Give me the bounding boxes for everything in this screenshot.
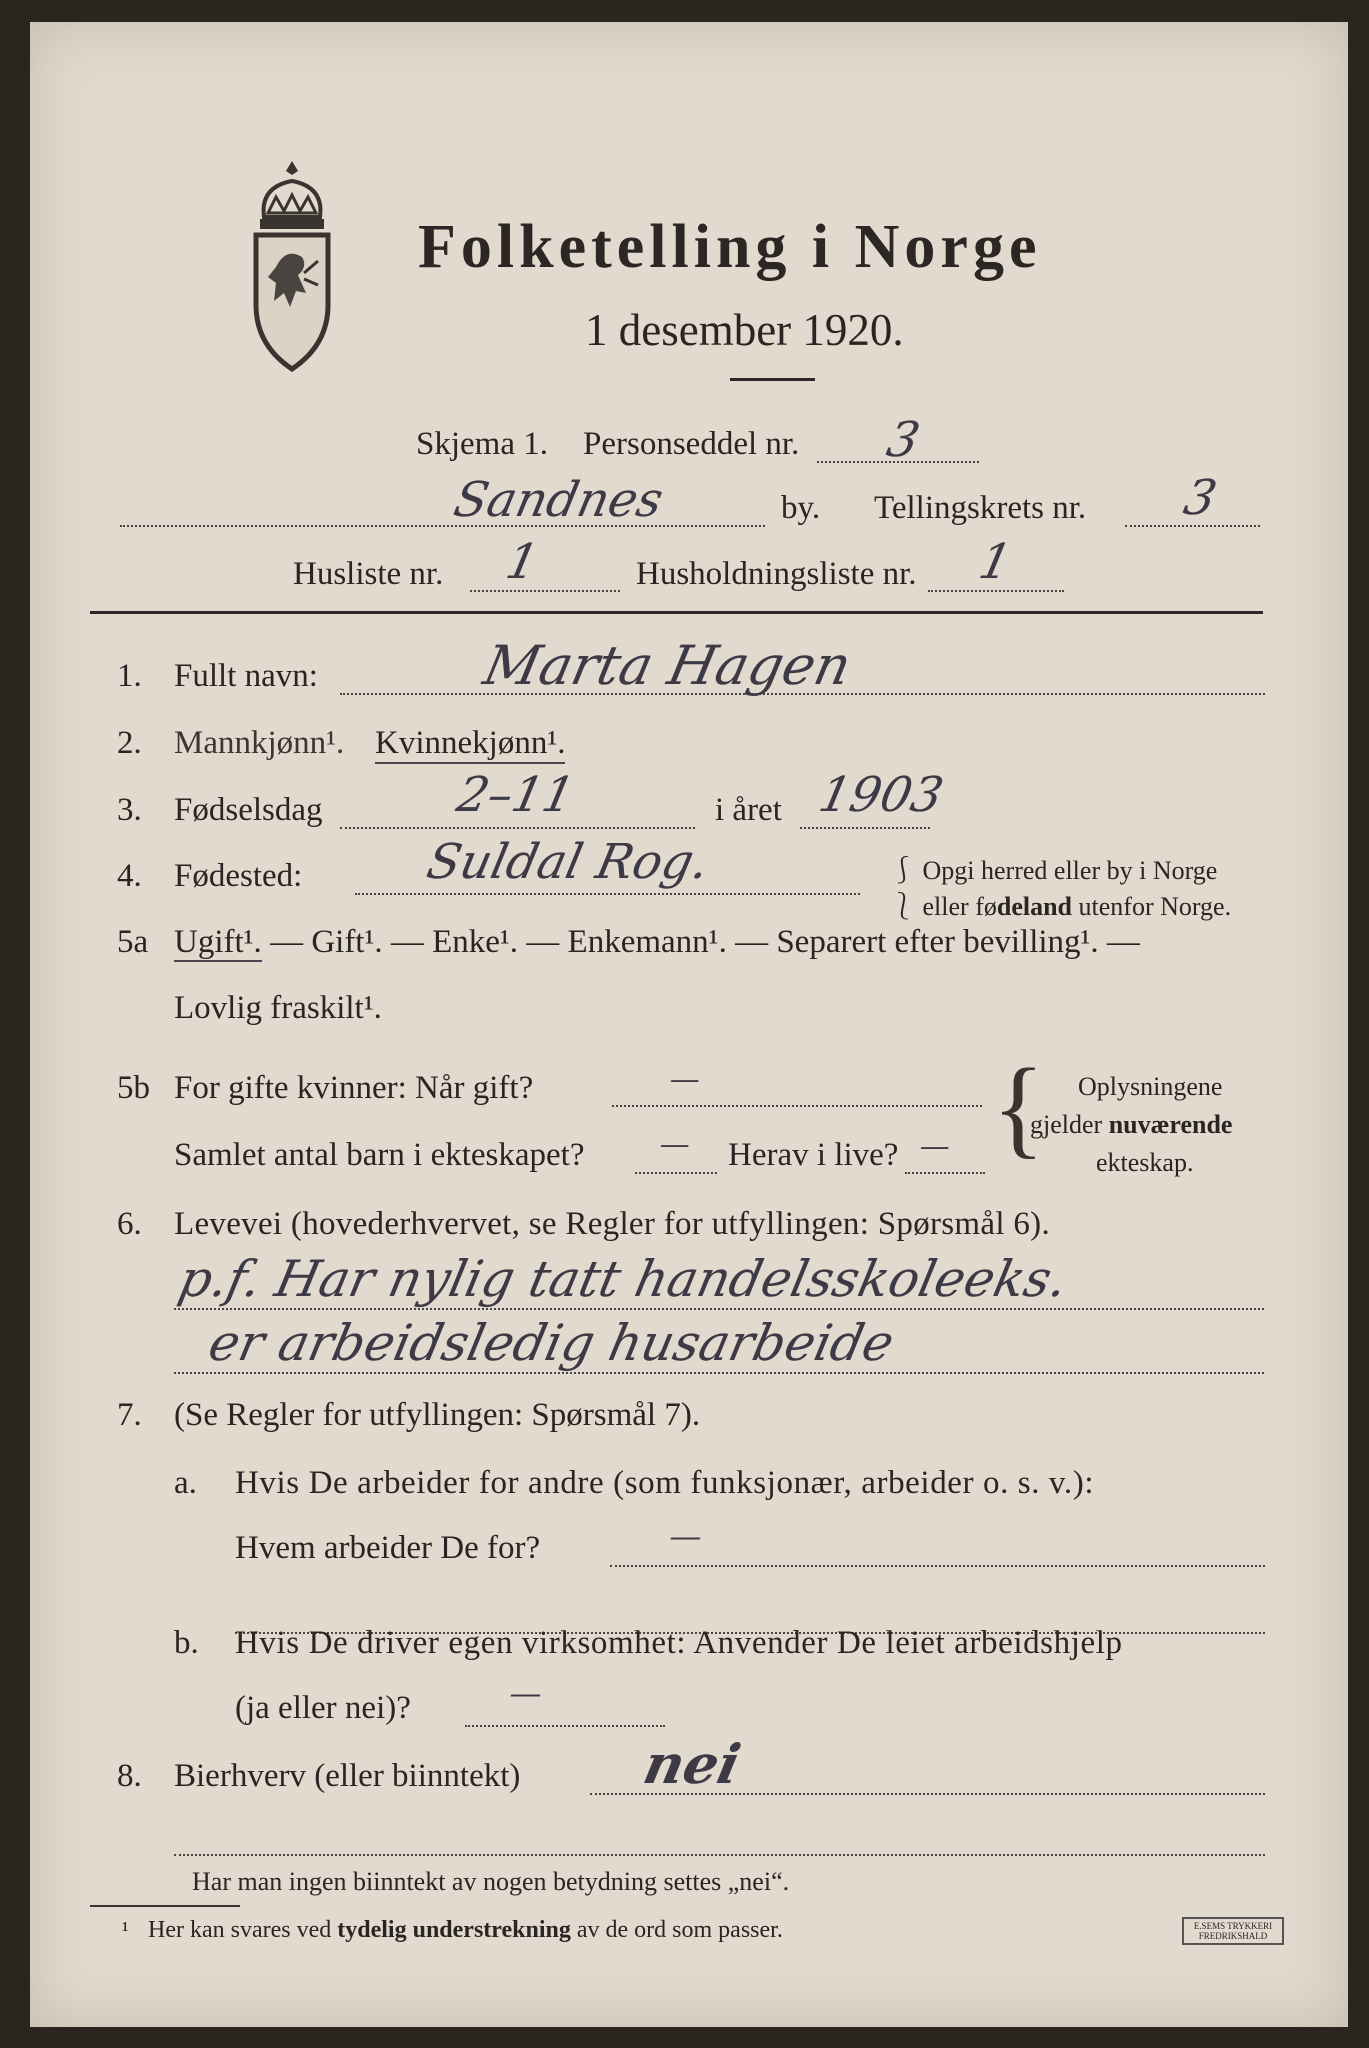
footnote-rule <box>90 1905 240 1907</box>
q5a-options <box>174 924 1140 961</box>
q5a-rest: — Gift¹. — Enke¹. — Enkemann¹. — Separert efter bevilling¹. — <box>261 924 1140 960</box>
q5b-value3: — <box>916 1129 954 1164</box>
skjema-label: Skjema 1. <box>416 426 548 462</box>
printer-stamp: E.SEMS TRYKKERI FREDRIKSHALD <box>1182 1917 1284 1945</box>
husliste-line <box>470 590 620 592</box>
q7a-letter: a. <box>174 1465 197 1501</box>
q5a-line2: Lovlig fraskilt¹. <box>174 990 382 1026</box>
q5b-note2 <box>1030 1110 1232 1140</box>
title-divider <box>730 378 815 381</box>
q8-number: 8. <box>117 1758 142 1794</box>
city-value: Sandnes <box>449 472 669 528</box>
form-title: Folketelling i Norge <box>418 213 1042 281</box>
q5b-line1 <box>612 1105 982 1107</box>
husliste-label: Husliste nr. <box>293 556 444 592</box>
q6-number: 6. <box>117 1206 142 1242</box>
q6-line1 <box>174 1308 1264 1310</box>
q5b-value1: — <box>666 1062 704 1097</box>
q5b-label1: For gifte kvinner: Når gift? <box>174 1070 534 1106</box>
q2-kvinne: Kvinnekjønn¹. <box>375 725 565 764</box>
census-form-page <box>30 22 1348 2027</box>
footnote-bold: tydelig understrekning <box>337 1917 571 1943</box>
q5b-note3: ekteskap. <box>1096 1148 1194 1177</box>
q8-line2 <box>174 1854 1265 1856</box>
q1-number: 1. <box>117 658 142 694</box>
q7b-question: (ja eller nei)? <box>235 1690 411 1726</box>
q2-mann: Mannkjønn¹. <box>174 725 345 761</box>
tellingskrets-label: Tellingskrets nr. <box>874 490 1087 526</box>
q4-note-line2: ⎱ eller fødeland utenfor Norge. <box>890 892 1232 921</box>
q5b-value2: — <box>656 1127 694 1162</box>
q4-note-text2b: utenfor Norge. <box>1072 892 1232 921</box>
q3-year-label: i året <box>715 792 782 828</box>
q6-line2 <box>174 1372 1264 1374</box>
q4-label: Fødested: <box>174 858 303 894</box>
q7b-text: Hvis De driver egen virksomhet: Anvender De leiet arbeidshjelp <box>235 1625 1123 1661</box>
nei-note: Har man ingen biinntekt av nogen betydning settes „nei“. <box>192 1867 790 1896</box>
q3-number: 3. <box>117 792 142 828</box>
q4-note-bold: deland <box>996 892 1073 921</box>
q4-number: 4. <box>117 858 142 894</box>
q3-year-line <box>800 827 930 829</box>
q7a-line <box>610 1565 1265 1567</box>
q1-label: Fullt navn: <box>174 658 318 694</box>
q7-number: 7. <box>117 1397 142 1433</box>
census-date: 1 desember 1920. <box>585 305 904 355</box>
q7-label: (Se Regler for utfyllingen: Spørsmål 7). <box>174 1397 701 1433</box>
husholdning-line <box>928 590 1064 592</box>
footnote-number: ¹ <box>122 1917 129 1942</box>
q7a-value: — <box>665 1517 707 1555</box>
q6-label: Levevei (hovederhvervet, se Regler for utfyllingen: Spørsmål 6). <box>174 1206 1051 1242</box>
footnote-text-b: av de ord som passer. <box>570 1917 783 1943</box>
q1-value: Marta Hagen <box>478 634 857 697</box>
q5a-ugift: Ugift¹. <box>174 924 262 960</box>
q8-label: Bierhverv (eller biinntekt) <box>174 1758 521 1794</box>
q3-label: Fødselsdag <box>174 792 323 828</box>
header-rule <box>90 611 1263 614</box>
husholdning-value: 1 <box>974 534 1017 590</box>
q5b-note1: Oplysningene <box>1078 1072 1223 1101</box>
footnote-text-a: Her kan svares ved <box>148 1917 338 1943</box>
q2-number: 2. <box>117 725 142 761</box>
by-label: by. <box>781 490 821 526</box>
husholdning-label: Husholdningsliste nr. <box>636 556 917 592</box>
q3-line <box>340 827 695 829</box>
q4-note-text1: Opgi herred eller by i Norge <box>922 856 1218 885</box>
footnote-text <box>148 1917 783 1944</box>
q5b-note2-bold: nuværende <box>1108 1110 1233 1139</box>
q4-note-text2a: eller fø <box>922 892 997 921</box>
city-line <box>120 525 765 527</box>
personseddel-value: 3 <box>882 412 925 468</box>
q8-value: nei <box>638 1732 746 1796</box>
personseddel-label: Personseddel nr. <box>583 426 800 462</box>
q5b-line2 <box>635 1172 717 1174</box>
q7a-text: Hvis De arbeider for andre (som funksjonær, arbeider o. s. v.): <box>235 1465 1095 1501</box>
q5b-label3: Herav i live? <box>728 1137 899 1173</box>
q7b-line <box>465 1725 665 1727</box>
q4-line <box>355 893 860 895</box>
q5b-number: 5b <box>117 1070 150 1106</box>
q3-year-value: 1903 <box>814 767 949 823</box>
q5b-label2: Samlet antal barn i ekteskapet? <box>174 1137 585 1173</box>
q6-value1: p.f. Har nylig tatt handelsskoleeks. <box>173 1250 1073 1308</box>
q5b-line3 <box>905 1172 985 1174</box>
q5a-number: 5a <box>117 924 149 960</box>
q6-value2: er arbeidsledig husarbeide <box>203 1314 899 1372</box>
q7b-letter: b. <box>174 1625 199 1661</box>
norwegian-lion-crest-icon <box>242 157 342 377</box>
q5b-note2-text: gjelder <box>1030 1110 1109 1139</box>
q7a-question: Hvem arbeider De for? <box>235 1530 541 1566</box>
q5b-brace: { <box>992 1046 1045 1168</box>
q4-value: Suldal Rog. <box>422 834 715 890</box>
husliste-value: 1 <box>501 534 544 590</box>
q7b-value: — <box>505 1674 547 1712</box>
tellingskrets-value: 3 <box>1179 470 1222 526</box>
q4-note-line1: ⎰ Opgi herred eller by i Norge <box>890 856 1218 885</box>
q3-value: 2–11 <box>452 767 580 823</box>
